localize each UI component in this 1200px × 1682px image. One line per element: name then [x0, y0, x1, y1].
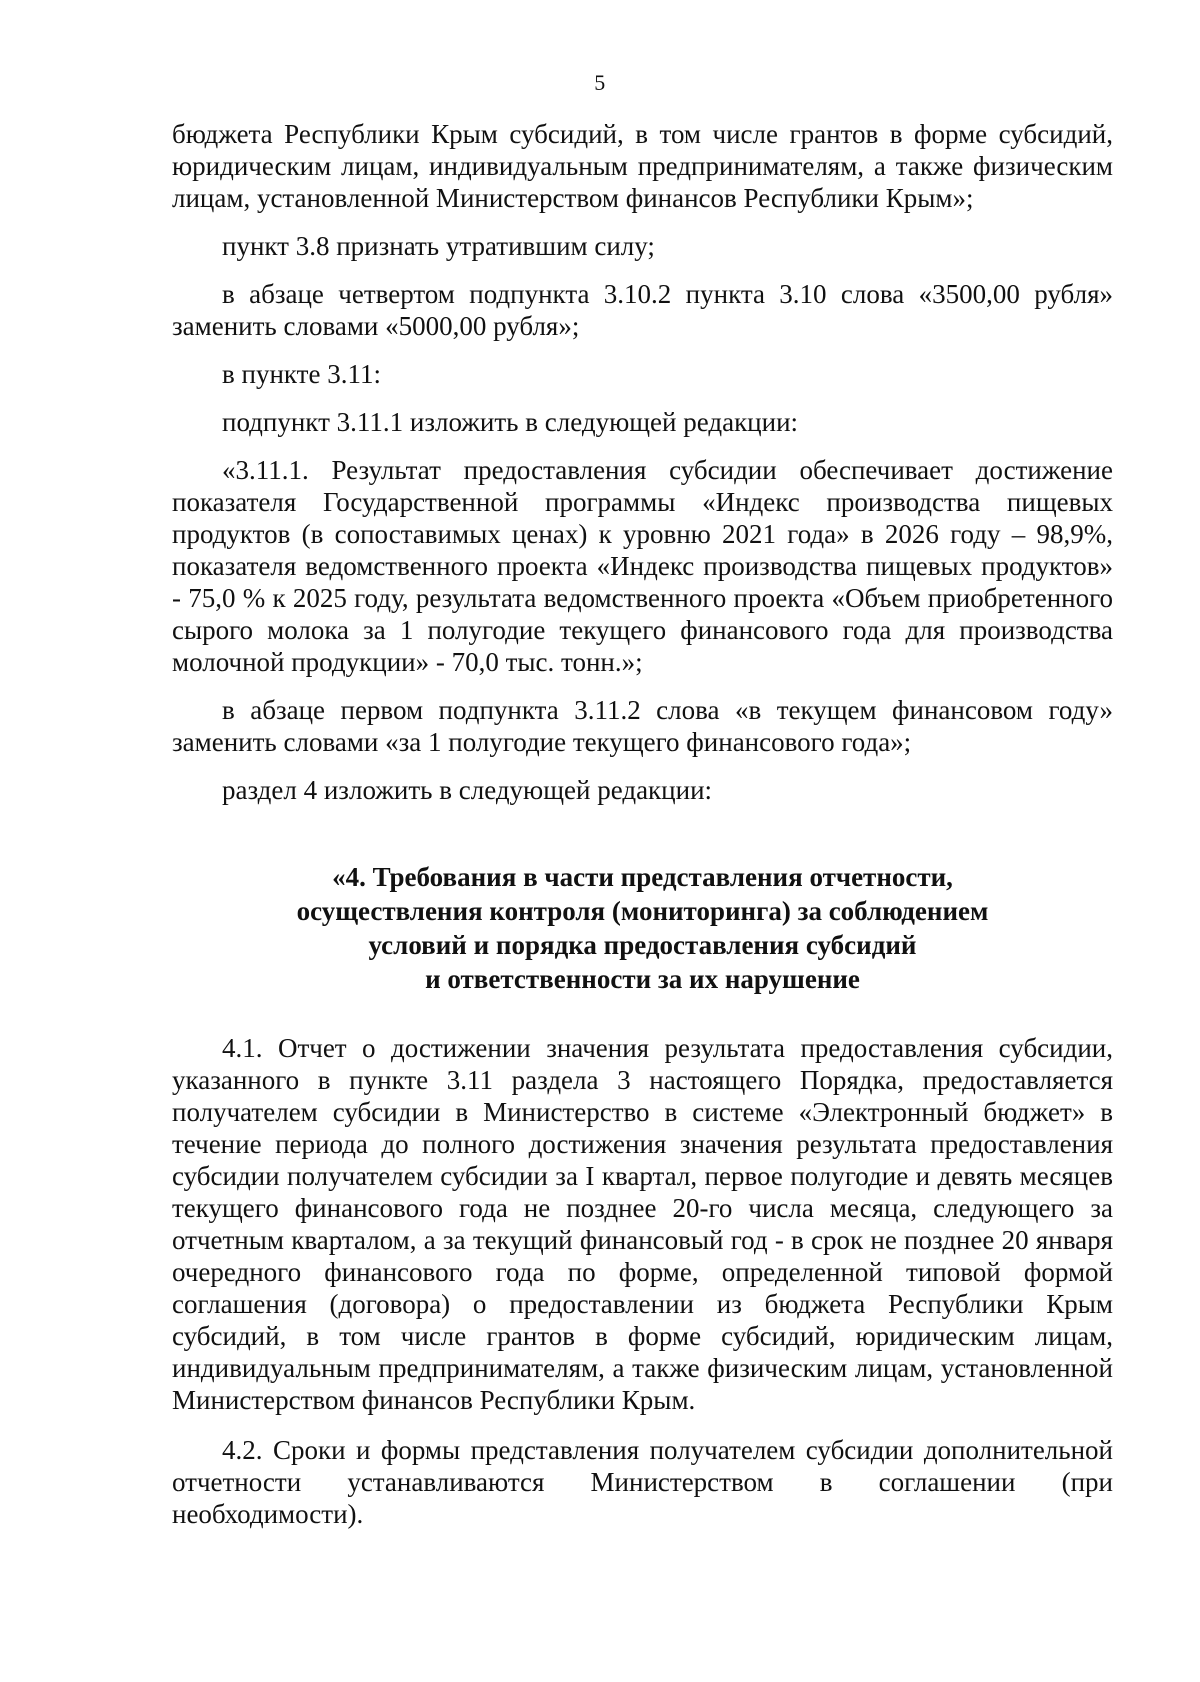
section-heading [172, 860, 1113, 996]
paragraph: в абзаце четвертом подпункта 3.10.2 пункта 3.10 слова «3500,00 рубля» заменить словами «5000,00 рубля»; [172, 279, 1113, 341]
section-heading-line: «4. Требования в части представления отчетности, [332, 862, 953, 892]
section-heading-line: осуществления контроля (мониторинга) за соблюдением [296, 896, 989, 926]
paragraph: раздел 4 изложить в следующей редакции: [222, 775, 713, 805]
section-heading-line: и ответственности за их нарушение [425, 964, 860, 994]
paragraph: в пункте 3.11: [222, 359, 381, 389]
paragraph: 4.2. Сроки и формы представления получателем субсидии дополнительной отчетности устанавливаются Министерством в соглашении (при необходимости). [172, 1435, 1113, 1529]
paragraph: подпункт 3.11.1 изложить в следующей редакции: [222, 407, 799, 437]
document-body [172, 118, 1113, 1530]
paragraph: 4.1. Отчет о достижении значения результата предоставления субсидии, указанного в пункте 3.11 раздела 3 настоящего Порядка, предоставляется получателем субсидии в Министерство в системе «Электронный бюджет» в течение периода до полного достижения значения результата предоставления субсидии получателем субсидии за I квартал, первое полугодие и девять месяцев текущего финансового года не позднее 20-го числа месяца, следующего за отчетным кварталом, а за текущий финансовый год - в срок не позднее 20 января очередного финансового года по форме, определенной типовой формой соглашения (договора) о предоставлении из бюджета Республики Крым субсидий, в том числе грантов в форме субсидий, юридическим лицам, индивидуальным предпринимателям, а также физическим лицам, установленной Министерством финансов Республики Крым. [172, 1033, 1113, 1415]
paragraph: в абзаце первом подпункта 3.11.2 слова «в текущем финансовом году» заменить словами «за 1 полугодие текущего финансового года»; [172, 695, 1113, 757]
section-heading-line: условий и порядка предоставления субсидий [368, 930, 917, 960]
paragraph: «3.11.1. Результат предоставления субсидии обеспечивает достижение показателя Государственной программы «Индекс производства пищевых продуктов (в сопоставимых ценах) к уровню 2021 года» в 2026 году – 98,9%, показателя ведомственного проекта «Индекс производства пищевых продуктов» - 75,0 % к 2025 году, результата ведомственного проекта «Объем приобретенного сырого молока за 1 полугодие текущего финансового года для производства молочной продукции» - 70,0 тыс. тонн.»; [172, 455, 1113, 677]
page-number: 5 [594, 70, 606, 95]
paragraph: бюджета Республики Крым субсидий, в том числе грантов в форме субсидий, юридическим лицам, индивидуальным предпринимателям, а также физическим лицам, установленной Министерством финансов Республики Крым»; [172, 119, 1113, 213]
paragraph: пункт 3.8 признать утратившим силу; [222, 231, 655, 261]
